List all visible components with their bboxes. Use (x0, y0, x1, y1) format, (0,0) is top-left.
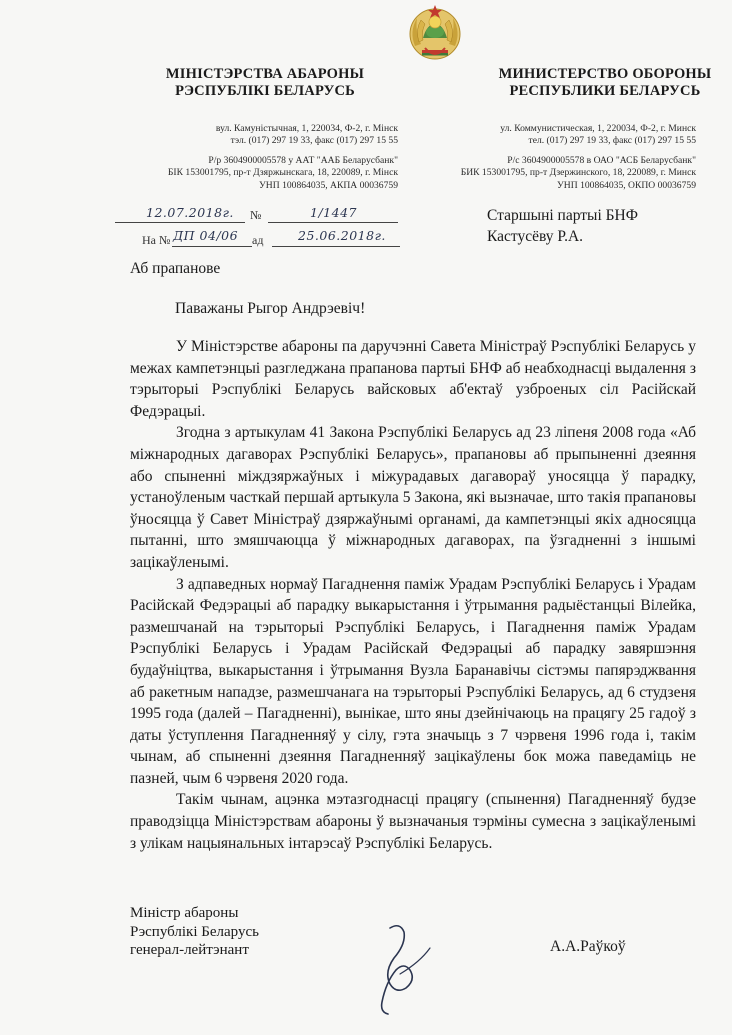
date-underline (115, 222, 245, 223)
recipient-line: Кастусёву Р.А. (487, 228, 584, 245)
salutation: Паважаны Рыгор Андрэевіч! (175, 300, 366, 317)
body-paragraph: З адпаведных нормаў Пагаднення паміж Урадам Рэспублікі Беларусь і Урадам Расійскай Федэрацыі аб парадку выкарыстання і ўтрымання радыёстанцыі Вілейка, размешчанай на тэрыторыі Рэспублікі Беларусь, і Пагаднення паміж Урадам Рэспублікі Беларусь і Урадам Расійскай Федэрацыі аб парадку завяршэння будаўніцтва, выкарыстання і ўтрымання Вузла Баранавічы сістэмы папярэджвання аб ракетным нападзе, размешчанага на тэрыторыі Рэспублікі Беларусь, ад 6 студзеня 1995 года (далей – Пагадненні), вынікае, што яны дзейнічаюць на працягу 25 гадоў з даты ўступлення Пагадненняў у сілу, гэта значыць з 7 чэрвеня 1996 года і, такім чынам, аб спыненні дзеяння Пагадненняў зацікаўлены бок можа паведаміць не пазней, чым 6 чэрвеня 2020 года. (130, 575, 696, 787)
signer-block (130, 904, 259, 960)
outgoing-date: 12.07.2018г. (146, 205, 234, 220)
outgoing-number: 1/1447 (310, 205, 357, 220)
reference-date: 25.06.2018г. (298, 228, 386, 243)
letter-body (130, 336, 696, 854)
ref-number-underline (172, 246, 252, 247)
recipient-line: Старшыні партыі БНФ (487, 207, 638, 224)
bank-line: БИК 153001795, пр-т Дзержинского, 18, 220089, г. Минск (460, 167, 696, 179)
signer-name: А.А.Раўкоў (550, 938, 626, 955)
reference-label: На № (142, 233, 171, 247)
reference-from-label: ад (252, 233, 264, 247)
address-block-russian (420, 123, 696, 192)
state-emblem-icon (405, 2, 465, 66)
bank-line: УНП 100864035, ОКПО 00036759 (557, 179, 696, 191)
signer-position: Міністр абароны (130, 905, 239, 921)
title-line: МІНІСТЭРСТВА АБАРОНЫ (165, 66, 365, 82)
phone-line: тэл. (017) 297 19 33, факс (017) 297 15 55 (230, 135, 398, 147)
number-sign: № (250, 208, 262, 222)
signature-icon (360, 918, 450, 1018)
phone-line: тел. (017) 297 19 33, факс (017) 297 15 55 (528, 135, 696, 147)
ministry-title-belarusian (100, 66, 430, 100)
address-line: ул. Коммунистическая, 1, 220034, Ф-2, г. Минск (500, 123, 696, 134)
ref-date-underline (272, 246, 400, 247)
address-block-belarusian (100, 123, 398, 192)
recipient-block (487, 205, 638, 247)
ministry-title-russian (440, 66, 732, 100)
reference-number: ДП 04/06 (173, 228, 239, 243)
signer-country: Рэспублікі Беларусь (130, 923, 259, 940)
body-paragraph: Такім чынам, ацэнка мэтазгоднасці працягу (спынення) Пагадненняў будзе праводзіцца Міністэрствам абароны ў вызначаныя тэрміны сумесна з зацікаўленымі з улікам нацыянальных інтарэсаў Рэспублікі Беларусь. (130, 791, 696, 852)
letter-subject: Аб прапанове (130, 260, 221, 277)
title-line: МИНИСТЕРСТВО ОБОРОНЫ (498, 66, 712, 82)
signer-rank: генерал-лейтэнант (130, 942, 249, 958)
address-line: вул. Камуністычная, 1, 220034, Ф-2, г. Мінск (215, 123, 398, 134)
body-paragraph: У Міністэрстве абароны па даручэнні Савета Міністраў Рэспублікі Беларусь у межах кампетэнцыі разгледжана прапанова партыі БНФ аб неабходнасці выдалення з тэрыторыі Рэспублікі Беларусь вайсковых аб'ектаў узброеных сіл Расійскай Федэрацыі. (130, 338, 696, 420)
number-underline (268, 222, 398, 223)
title-line: РЭСПУБЛІКІ БЕЛАРУСЬ (175, 83, 355, 99)
bank-line: Р/р 3604900005578 у ААТ "ААБ Беларусбанк" (208, 154, 398, 166)
bank-line: Р/с 3604900005578 в ОАО "АСБ Беларусбанк" (507, 154, 696, 166)
title-line: РЕСПУБЛИКИ БЕЛАРУСЬ (509, 83, 701, 99)
bank-line: УНП 100864035, АКПА 00036759 (259, 179, 398, 191)
body-paragraph: Згодна з артыкулам 41 Закона Рэспублікі Беларусь ад 23 ліпеня 2008 года «Аб міжнародных дагаворах Рэспублікі Беларусь», прапановы аб прыпыненні дзеяння або спыненні міждзяржаўных і міжурадавых дагавораў уносяцца ў парадку, устаноўленым часткай першай артыкула 5 Закона, які вызначае, што такія прапановы ўносяцца ў Савет Міністраў дзяржаўнымі органамі, да кампетэнцыі якіх адносяцца пытанні, што змяшчаюцца ў міжнародных дагаворах, па ўзгадненні з іншымі зацікаўленымі. (130, 424, 696, 571)
bank-line: БІК 153001795, пр-т Дзяржынскага, 18, 220089, г. Мінск (167, 167, 398, 179)
